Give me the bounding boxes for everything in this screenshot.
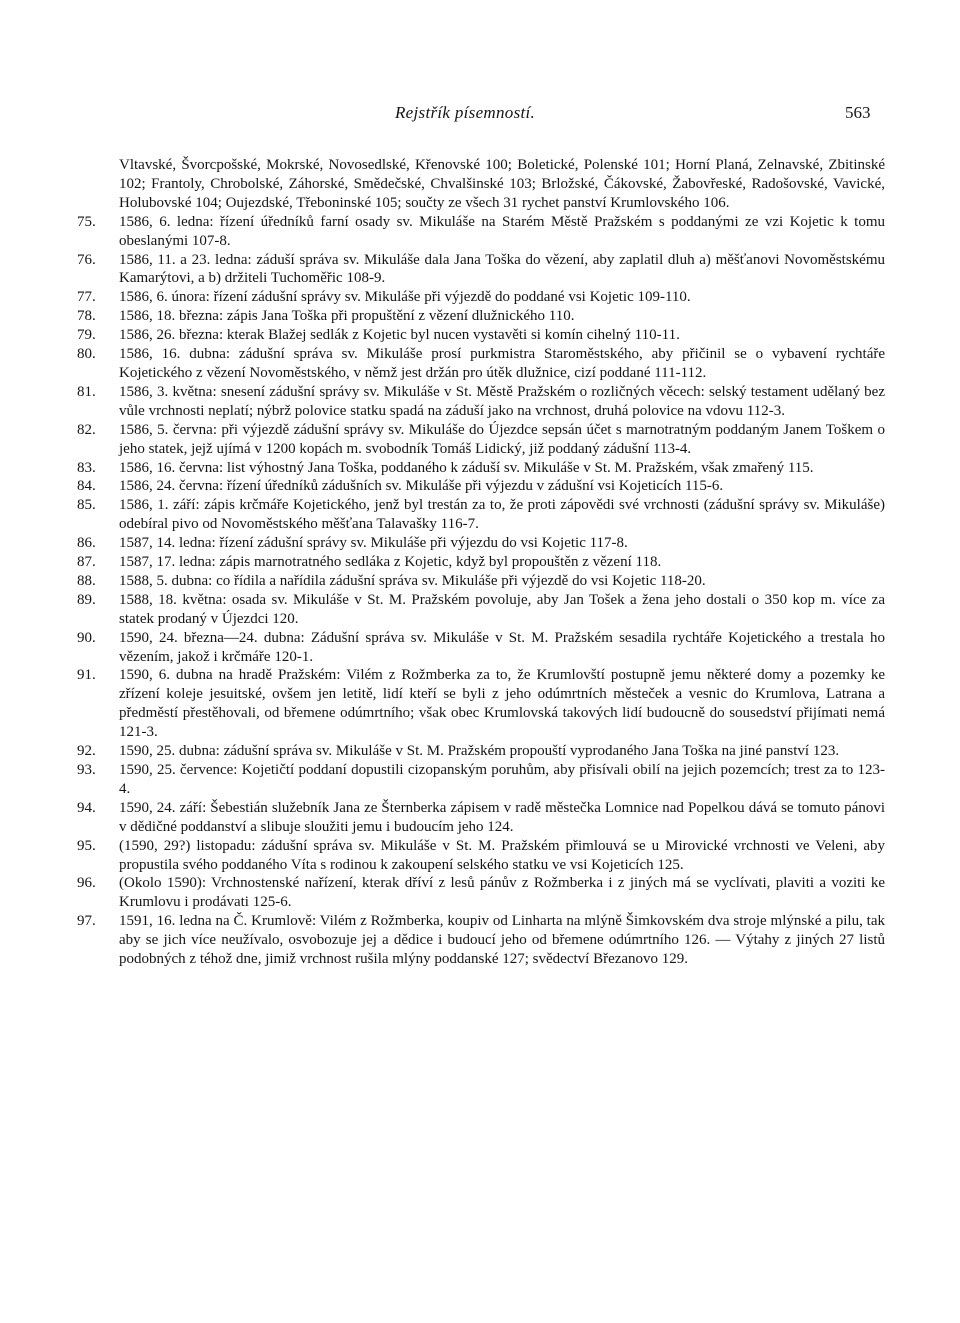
register-entry [77, 496, 885, 534]
entry-text: 1586, 3. května: snesení zádušní správy sv. Mikuláše v St. Městě Pražském o rozličných věcech: selský testament udělaný bez vůle vrchnosti neplatí; nýbrž polovice statku spadá na záduší jako na vrchnost, druhá polovice na vdovu 112-3. [119, 383, 885, 419]
register-entry [77, 761, 885, 799]
entry-number: 76. [77, 251, 96, 268]
entry-text: 1590, 6. dubna na hradě Pražském: Vilém z Rožmberka za to, že Krumlovští postupně jemu některé domy a pozemky ke zřízení koleje jesuitské, ovšem jen letitě, lidí kteří se byli z jeho odúmrtních městeček a vesnic do Krumlova, Latrana a předměstí přestěhovali, od břemene odúmrtního; však obec Krumlovská takových lidí budoucně do sousedství přijímati nemá 121-3. [119, 667, 885, 741]
entry-text: 1586, 1. září: zápis krčmáře Kojetického, jenž byl trestán za to, že proti zápovědi své vrchnosti (zádušní správy sv. Mikuláše) odebíral pivo od Novoměstského měšťana Talavašky 116-7. [119, 497, 885, 533]
entry-number: 75. [77, 213, 96, 230]
entry-text: (Okolo 1590): Vrchnostenské nařízení, kterak dříví z lesů pánův z Rožmberka i z jiných má se vyclívati, plaviti a voziti ke Krumlovu i prodávati 125-6. [119, 875, 885, 911]
register-entry [77, 307, 885, 326]
entry-number: 97. [77, 913, 96, 930]
continued-entry-text: Vltavské, Švorcpošské, Mokrské, Novosedlské, Křenovské 100; Boletické, Polenské 101; Horní Planá, Zelnavské, Zbitinské 102; Frantoly, Chrobolské, Záhorské, Smědečské, Chvalšinské 103; Brložské, Čákovské, Žabovřeské, Radošovské, Vavické, Holubovské 104; Oujezdské, Třeboninské 105; součty ze všech 31 rychet panství Krumlovského 106. [119, 157, 885, 211]
register-entry [77, 534, 885, 553]
register-entry [77, 459, 885, 478]
page-number: 563 [845, 103, 871, 122]
entry-text: 1590, 25. července: Kojetičtí poddaní dopustili cizopanským poruhům, aby přisívali obilí na jejich pozemcích; trest za to 123-4. [119, 762, 885, 797]
register-entry [77, 553, 885, 572]
entry-number: 77. [77, 289, 96, 306]
entry-text: 1587, 14. ledna: řízení zádušní správy sv. Mikuláše při výjezdu do vsi Kojetic 117-8. [119, 535, 628, 552]
register-entry [77, 288, 885, 307]
page-header [0, 103, 960, 133]
entry-number: 78. [77, 308, 96, 325]
entry-number: 80. [77, 346, 96, 363]
entry-number: 91. [77, 667, 96, 684]
entry-text: 1586, 18. března: zápis Jana Toška při propuštění z vězení dlužnického 110. [119, 308, 575, 325]
register-entry [77, 591, 885, 629]
entry-number: 89. [77, 591, 96, 608]
register-entry [77, 572, 885, 591]
entry-text: 1587, 17. ledna: zápis marnotratného sedláka z Kojetic, když byl propouštěn z vězení 118. [119, 554, 662, 571]
entry-text: 1586, 26. března: kterak Blažej sedlák z Kojetic byl nucen vystavěti si komín cihelný 110-11. [119, 327, 680, 344]
entry-number: 92. [77, 743, 96, 760]
register-entry [77, 421, 885, 459]
entry-text: 1586, 11. a 23. ledna: záduší správa sv. Mikuláše dala Jana Toška do vězení, aby zaplatil dluh a) měšťanovi Novoměstskému Kamarýtovi, a b) držiteli Tuchoměřic 108-9. [119, 251, 885, 287]
register-entry [77, 477, 885, 496]
register-content [77, 156, 885, 969]
entry-text: 1590, 25. dubna: zádušní správa sv. Mikuláše v St. M. Pražském propouští vyprodaného Jana Toška na jiné panství 123. [119, 743, 840, 760]
entry-text: 1586, 5. června: při výjezdě zádušní správy sv. Mikuláše do Újezdce sepsán účet s marnotratným poddaným Janem Toškem o jeho statek, jejž ujímá v 1200 kopách m. svobodník Tomáš Lidický, již poddaný zádušní 113-4. [119, 421, 885, 457]
entry-number: 81. [77, 383, 96, 400]
entry-number: 83. [77, 459, 96, 476]
entry-text: 1591, 16. ledna na Č. Krumlově: Vilém z Rožmberka, koupiv od Linharta na mlýně Šimkovském dva stroje mlýnské a pilu, tak aby se jich více neužívalo, osvobozuje jej a dědice i budoucí jeho od břemene odúmrtního 126. — Výtahy z jiných 27 listů podobných z téhož dne, jimiž vrchnost rušila mlýny poddanské 127; svědectví Březanovo 129. [119, 913, 885, 968]
register-entry [77, 874, 885, 912]
entry-number: 86. [77, 535, 96, 552]
entry-text: 1586, 24. června: řízení úředníků zádušních sv. Mikuláše při výjezdu v zádušní vsi Kojeticích 115-6. [119, 478, 724, 495]
register-entry [77, 666, 885, 742]
entry-number: 94. [77, 799, 96, 816]
entry-text: 1588, 18. května: osada sv. Mikuláše v St. M. Pražském povoluje, aby Jan Tošek a žena jeho dostali o 350 kop m. více za statek prodaný v Újezdci 120. [119, 591, 885, 627]
register-entry [77, 742, 885, 761]
entry-text: (1590, 29?) listopadu: zádušní správa sv. Mikuláše v St. M. Pražském přimlouvá se u Mirovické vrchnosti ve Veleni, aby propustila svého poddaného Víta s rodinou k zakoupení selského statku ve vsi Kojeticích 125. [119, 837, 885, 873]
register-entry [77, 837, 885, 875]
entry-number: 79. [77, 327, 96, 344]
register-entry [77, 326, 885, 345]
register-entry [77, 213, 885, 251]
entry-text: 1588, 5. dubna: co řídila a nařídila zádušní správa sv. Mikuláše při výjezdě do vsi Kojetic 118-20. [119, 572, 706, 589]
entry-list [77, 213, 885, 969]
entry-number: 85. [77, 497, 96, 514]
entry-text: 1586, 6. ledna: řízení úředníků farní osady sv. Mikuláše na Starém Městě Pražském s poddanými ze vzi Kojetic k tomu obeslanými 107-8. [119, 213, 885, 249]
entry-number: 90. [77, 629, 96, 646]
entry-text: 1586, 16. června: list výhostný Jana Toška, poddaného k záduší sv. Mikuláše v St. M. Pražském, však zmařený 115. [119, 459, 814, 476]
entry-text: 1586, 6. února: řízení zádušní správy sv. Mikuláše při výjezdě do poddané vsi Kojetic 109-110. [119, 289, 691, 306]
running-title: Rejstřík písemností. [395, 103, 536, 122]
register-entry [77, 912, 885, 969]
entry-text: 1590, 24. března—24. dubna: Zádušní správa sv. Mikuláše v St. M. Pražském sesadila rychtáře Kojetického a trestala ho vězením, jakož i krčmáře 120-1. [119, 629, 885, 665]
entry-number: 93. [77, 762, 96, 778]
register-entry [77, 799, 885, 837]
entry-text: 1590, 24. září: Šebestián služebník Jana ze Šternberka zápisem v radě městečka Lomnice nad Popelkou dává se tomuto pánovi v dědičné poddanství a slibuje sloužiti jemu i budoucím jeho 124. [119, 799, 885, 835]
register-entry [77, 251, 885, 289]
entry-number: 96. [77, 875, 96, 892]
entry-number: 88. [77, 572, 96, 589]
register-entry [77, 345, 885, 383]
entry-number: 87. [77, 554, 96, 571]
entry-number: 95. [77, 837, 96, 854]
entry-number: 84. [77, 478, 96, 495]
register-entry [77, 629, 885, 667]
register-entry [77, 383, 885, 421]
entry-text: 1586, 16. dubna: zádušní správa sv. Mikuláše prosí purkmistra Staroměstského, aby přičinil se o vybavení rychtáře Kojetického z vězení Novoměstského, v němž jest držán pro útěk dlužnice, cizí poddané 111-112. [119, 346, 885, 381]
entry-number: 82. [77, 421, 96, 438]
